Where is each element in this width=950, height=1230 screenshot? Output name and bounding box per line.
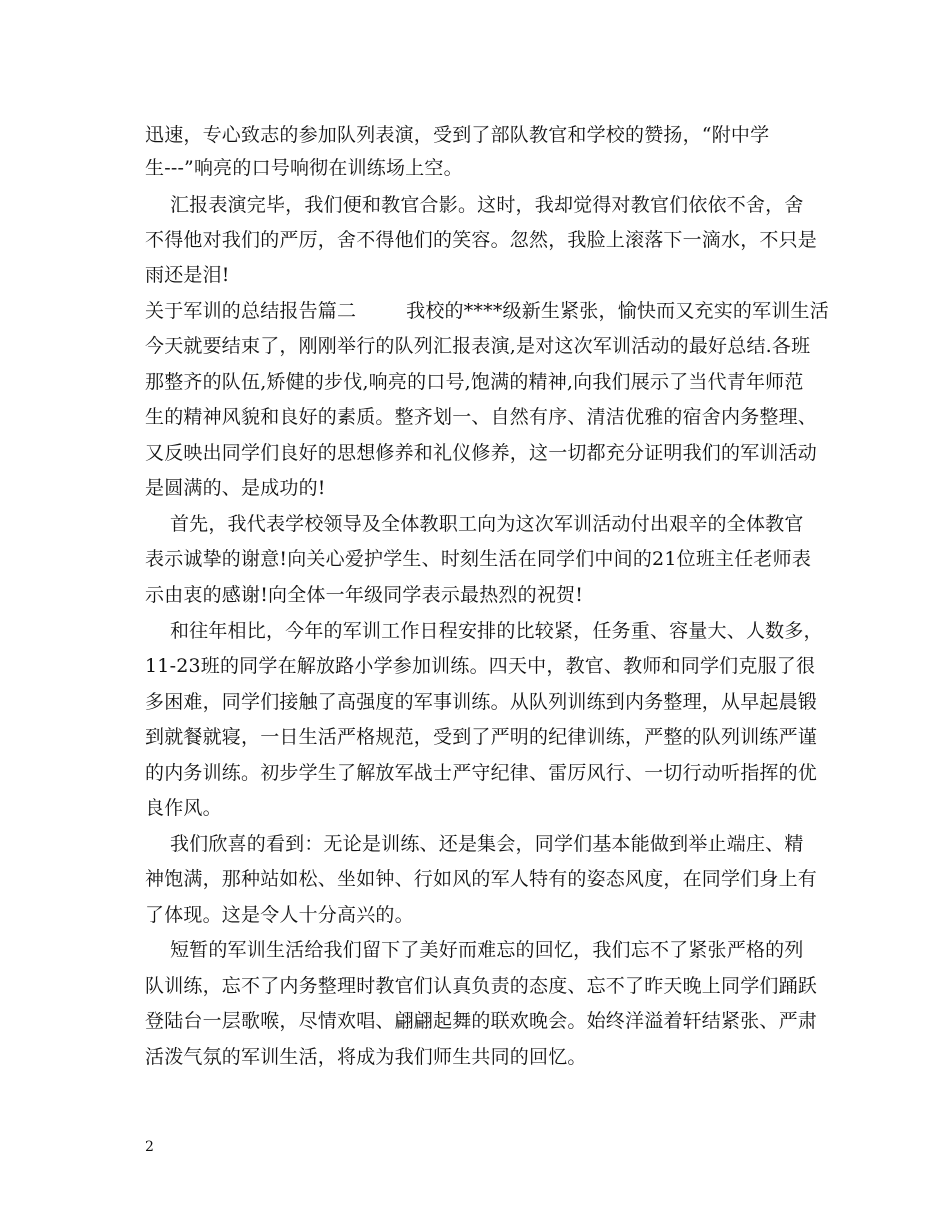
text-line: 登陆台一层歌喉，尽情欢唱、翩翩起舞的联欢晚会。始终洋溢着轩结紧张、严肃 <box>145 1010 818 1032</box>
text-line: 是圆满的、是成功的! <box>145 477 326 499</box>
text-line: 不得他对我们的严厉，舍不得他们的笑容。忽然，我脸上滚落下一滴水，不只是 <box>145 229 818 251</box>
text-line: 汇报表演完毕，我们便和教官合影。这时，我却觉得对教官们依依不舍，舍 <box>145 194 804 216</box>
text-line: 队训练，忘不了内务整理时教官们认真负责的态度、忘不了昨天晚上同学们踊跃 <box>145 975 818 997</box>
text-line: 示由衷的感谢!向全体一年级同学表示最热烈的祝贺! <box>145 584 584 606</box>
text-line: 关于军训的总结报告篇二 我校的****级新生紧张，愉快而又充实的军训生活 <box>145 300 829 322</box>
text-line: 雨还是泪! <box>145 264 230 286</box>
text-line: 那整齐的队伍,矫健的步伐,响亮的口号,饱满的精神,向我们展示了当代青年师范 <box>145 371 804 393</box>
text-line: 的内务训练。初步学生了解放军战士严守纪律、雷厉风行、一切行动听指挥的优 <box>145 762 818 784</box>
text-line: 生的精神风貌和良好的素质。整齐划一、自然有序、清洁优雅的宿舍内务整理、 <box>145 406 818 428</box>
text-line: 表示诚挚的谢意!向关心爱护学生、时刻生活在同学们中间的21位班主任老师表 <box>145 548 812 570</box>
text-line: 11-23班的同学在解放路小学参加训练。四天中，教官、教师和同学们克服了很 <box>145 655 816 677</box>
text-line: 首先，我代表学校领导及全体教职工向为这次军训活动付出艰辛的全体教官 <box>145 513 804 535</box>
text-line: 今天就要结束了，刚刚举行的队列汇报表演,是对这次军训活动的最好总结.各班 <box>145 335 811 357</box>
page-number: 2 <box>145 1139 154 1155</box>
text-line: 多困难，同学们接触了高强度的军事训练。从队列训练到内务整理，从早起晨锻 <box>145 691 818 713</box>
text-line: 了体现。这是令人十分高兴的。 <box>145 904 414 926</box>
text-line: 短暂的军训生活给我们留下了美好而难忘的回忆，我们忘不了紧张严格的列 <box>145 939 804 961</box>
text-line: 和往年相比，今年的军训工作日程安排的比较紧，任务重、容量大、人数多， <box>145 620 823 642</box>
text-line: 我们欣喜的看到：无论是训练、还是集会，同学们基本能做到举止端庄、精 <box>145 833 804 855</box>
text-line: 到就餐就寝，一日生活严格规范，受到了严明的纪律训练，严整的队列训练严谨 <box>145 726 818 748</box>
text-line: 活泼气氛的军训生活，将成为我们师生共同的回忆。 <box>145 1046 587 1068</box>
text-line: 生---”响亮的口号响彻在训练场上空。 <box>145 157 463 179</box>
text-line: 神饱满，那种站如松、坐如钟、行如风的军人特有的姿态风度，在同学们身上有 <box>145 868 818 890</box>
text-line: 良作风。 <box>145 797 222 819</box>
text-line: 迅速，专心致志的参加队列表演，受到了部队教官和学校的赞扬，“附中学 <box>145 124 770 146</box>
text-line: 又反映出同学们良好的思想修养和礼仪修养，这一切都充分证明我们的军训活动 <box>145 442 818 464</box>
